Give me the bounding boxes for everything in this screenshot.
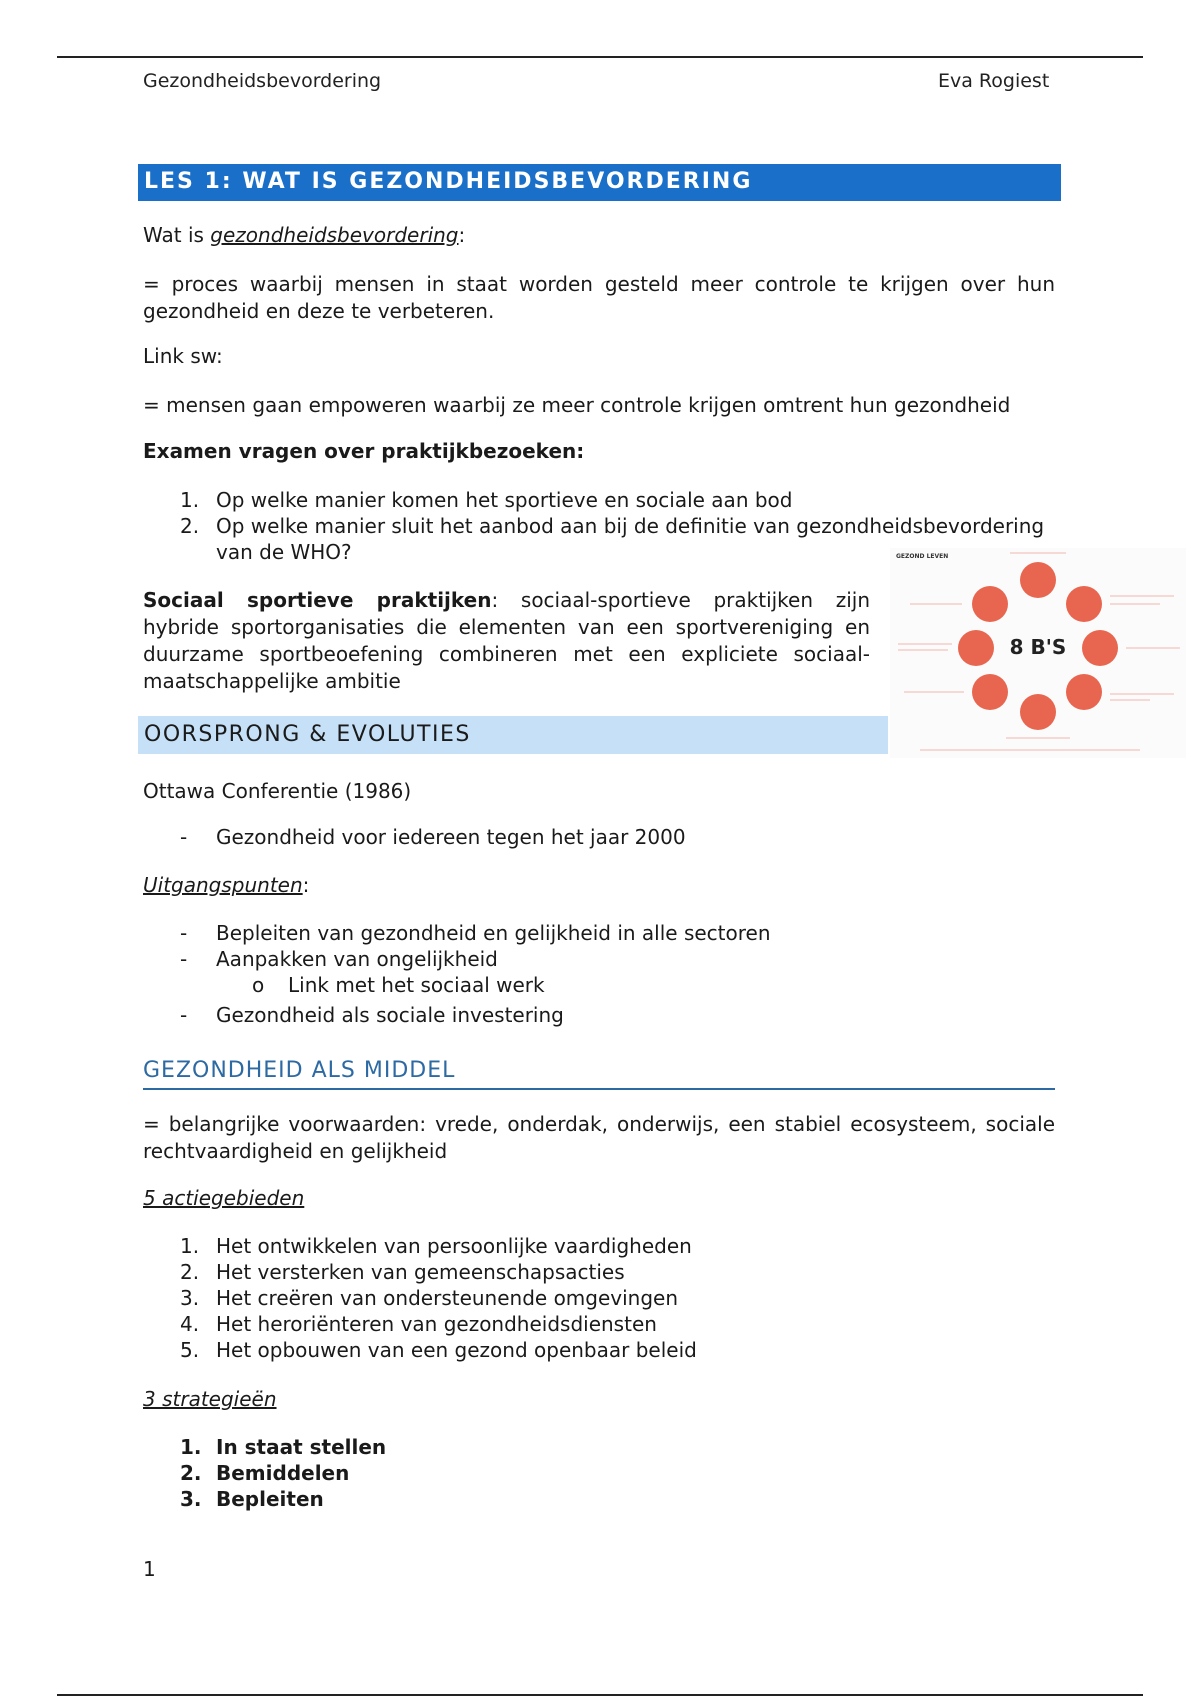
list-text: Aanpakken van ongelijkheid — [216, 947, 498, 971]
list-text: Het heroriënteren van gezondheidsdiensten — [216, 1312, 657, 1336]
question-term: gezondheidsbevordering — [210, 223, 459, 247]
list-item — [0, 1311, 1056, 1337]
list-number: 2. — [180, 1461, 202, 1485]
list-text: Het creëren van ondersteunende omgevingen — [216, 1286, 679, 1310]
list-item — [0, 1285, 1056, 1311]
list-number: 1. — [180, 488, 200, 512]
middel-paragraph: = belangrijke voorwaarden: vrede, onderdak, onderwijs, een stabiel ecosysteem, sociale rechtvaardigheid en gelijkheid — [143, 1112, 1055, 1163]
question-paragraph — [143, 222, 1055, 249]
list-number: 2. — [180, 514, 200, 538]
uitgangspunten-term: Uitgangspunten — [143, 873, 303, 897]
dash-marker: - — [180, 825, 188, 849]
list-number: 1. — [180, 1435, 202, 1459]
ssp-text: : sociaal-sportieve praktijken zijn hybride sportorganisaties die elementen van een sportvereniging en duurzame sportbeoefening combineren met een expliciete sociaal-maatschappelijke ambitie — [143, 588, 870, 693]
sub-marker: o — [252, 973, 265, 997]
list-item — [0, 1233, 1056, 1259]
list-text: Op welke manier komen het sportieve en sociale aan bod — [216, 488, 793, 512]
header-right: Eva Rogiest — [938, 70, 1050, 92]
question-suffix: : — [458, 223, 466, 247]
heading-gezondheid-als-middel: GEZONDHEID ALS MIDDEL — [143, 1058, 1055, 1090]
ssp-term: Sociaal sportieve praktijken — [143, 588, 492, 612]
list-text: In staat stellen — [216, 1435, 387, 1459]
page-number: 1 — [143, 1557, 156, 1581]
dash-marker: - — [180, 1003, 188, 1027]
actiegebieden-list — [0, 1233, 1056, 1363]
link-label: Link sw: — [143, 344, 223, 368]
figure-logo: GEZOND LEVEN — [896, 553, 949, 560]
uitgangspunten-label — [143, 872, 1055, 899]
heading-les-1: LES 1: WAT IS GEZONDHEIDSBEVORDERING — [138, 164, 1061, 201]
link-text: = mensen gaan empoweren waarbij ze meer controle krijgen omtrent hun gezondheid — [143, 393, 1011, 417]
list-item — [0, 1486, 1056, 1512]
list-text: Bepleiten — [216, 1487, 324, 1511]
list-item — [0, 946, 1056, 972]
list-text: Het ontwikkelen van persoonlijke vaardigheden — [216, 1234, 692, 1258]
list-item — [0, 824, 1056, 850]
dash-marker: - — [180, 947, 188, 971]
heading-oorsprong: OORSPRONG & EVOLUTIES — [138, 716, 888, 754]
list-number: 3. — [180, 1286, 200, 1310]
list-text: Gezondheid als sociale investering — [216, 1003, 564, 1027]
top-rule — [57, 56, 1143, 58]
strategieen-label: 3 strategieën — [143, 1387, 277, 1411]
ottawa-line: Ottawa Conferentie (1986) — [143, 779, 412, 803]
strategieen-list — [0, 1434, 1056, 1512]
list-item — [0, 1460, 1056, 1486]
figure-center-label: 8 B'S — [1009, 635, 1067, 659]
list-text: Gezondheid voor iedereen tegen het jaar 2000 — [216, 825, 686, 849]
list-item — [0, 920, 1056, 946]
header-left: Gezondheidsbevordering — [143, 70, 382, 92]
ssp-paragraph — [143, 587, 870, 695]
list-number: 4. — [180, 1312, 200, 1336]
actiegebieden-label: 5 actiegebieden — [143, 1186, 305, 1210]
list-item — [0, 487, 1056, 513]
list-number: 1. — [180, 1234, 200, 1258]
ottawa-list — [0, 824, 1056, 850]
list-number: 5. — [180, 1338, 200, 1362]
uitgangspunten-list — [0, 920, 1128, 1028]
8bs-diagram — [890, 548, 1186, 758]
exam-heading: Examen vragen over praktijkbezoeken: — [143, 439, 585, 463]
list-item — [0, 1337, 1056, 1363]
list-text: Bepleiten van gezondheid en gelijkheid in alle sectoren — [216, 921, 771, 945]
list-text: Het versterken van gemeenschapsacties — [216, 1260, 625, 1284]
list-number: 2. — [180, 1260, 200, 1284]
colon: : — [302, 873, 310, 897]
list-subitem — [0, 972, 1128, 998]
list-text: Bemiddelen — [216, 1461, 350, 1485]
bottom-rule — [57, 1694, 1143, 1696]
list-text: Het opbouwen van een gezond openbaar beleid — [216, 1338, 697, 1362]
list-text: Op welke manier sluit het aanbod aan bij de definitie van gezondheidsbevordering van de WHO? — [216, 514, 1045, 564]
question-prefix: Wat is — [143, 223, 211, 247]
list-item — [0, 1259, 1056, 1285]
8bs-figure — [890, 548, 1186, 758]
list-item — [0, 1434, 1056, 1460]
definition-paragraph: = proces waarbij mensen in staat worden gesteld meer controle te krijgen over hun gezondheid en deze te verbeteren. — [143, 272, 1055, 323]
dash-marker: - — [180, 921, 188, 945]
list-item — [0, 1002, 1056, 1028]
list-number: 3. — [180, 1487, 202, 1511]
list-text: Link met het sociaal werk — [288, 973, 545, 997]
